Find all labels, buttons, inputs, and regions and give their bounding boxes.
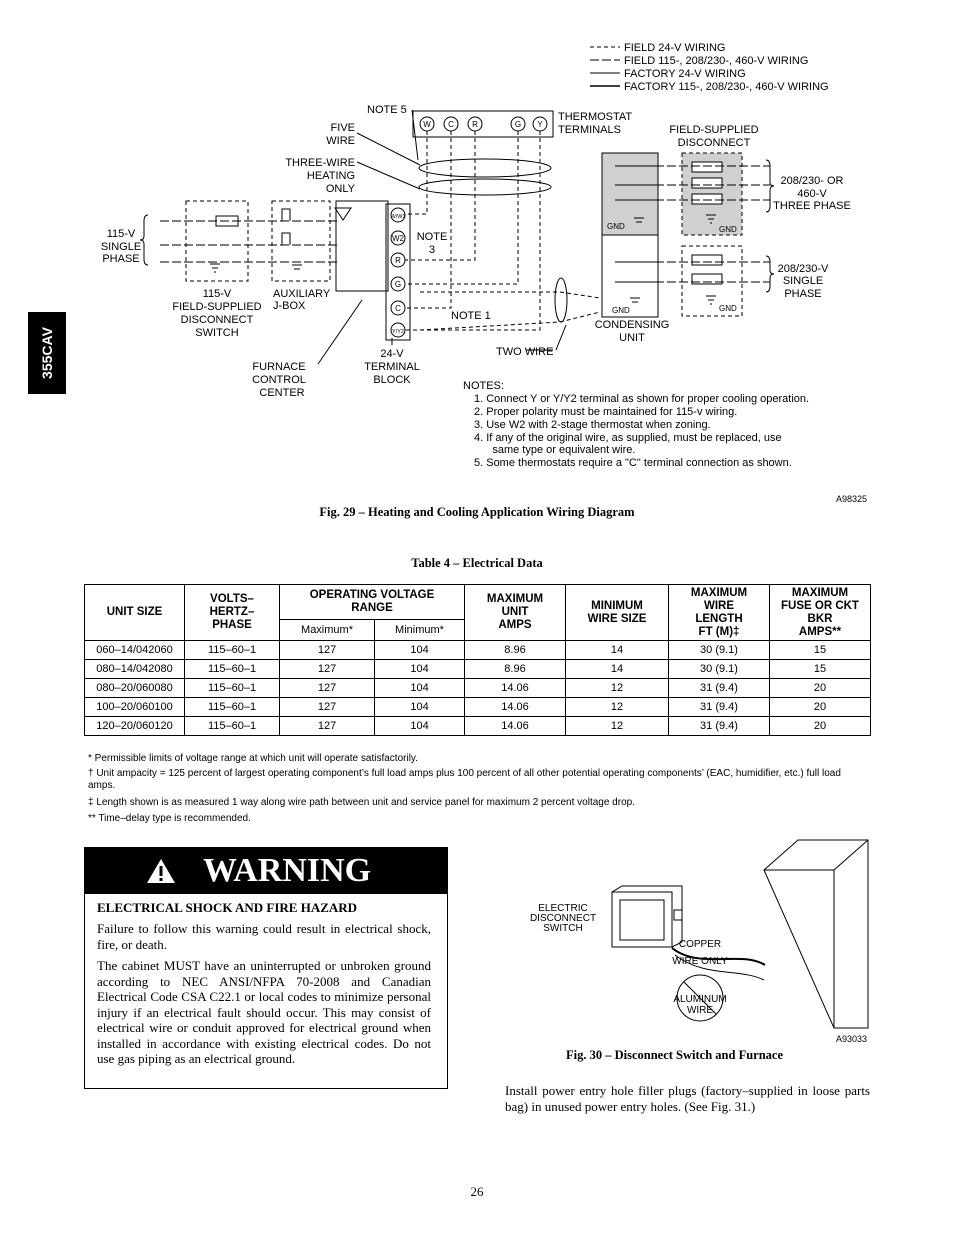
- disconnect-switch-figure: [500, 830, 880, 1035]
- single-phase-right-label: SINGLE: [782, 275, 824, 287]
- note-item: 2. Proper polarity must be maintained for 115-v wiring.: [474, 406, 738, 418]
- fig29-caption: Fig. 29 – Heating and Cooling Application Wiring Diagram: [319, 505, 635, 519]
- fig29-code: A98325: [836, 494, 868, 504]
- field-disconnect-label: FIELD-SUPPLIED: [669, 124, 759, 136]
- five-wire-label: WIRE: [326, 135, 355, 147]
- fig30-code: A93033: [836, 1034, 868, 1044]
- cell: 14: [566, 660, 669, 679]
- field-disconnect-label: DISCONNECT: [677, 137, 751, 149]
- cell: 060–14/042060: [85, 641, 185, 660]
- footnote: ** Time–delay type is recommended.: [88, 813, 251, 824]
- block-terminal-w2: W2: [392, 234, 404, 243]
- block-terminal-y2: Y/Y2: [392, 329, 404, 335]
- warning-triangle-icon: [145, 857, 177, 885]
- note-item: 5. Some thermostats require a "C" terminal connection as shown.: [474, 457, 792, 469]
- cell: 127: [280, 698, 375, 717]
- cell: 104: [375, 660, 465, 679]
- header-operating-voltage: OPERATING VOLTAGE RANGE: [280, 585, 465, 620]
- cell: 14.06: [465, 698, 566, 717]
- header-maximum: Maximum*: [280, 620, 375, 641]
- warning-paragraph: The cabinet MUST have an uninterrupted or unbroken ground according to NEC ANSI/NFPA 70‑2008 and Canadian Electrical Code CSA C22.1 or local codes to minimize personal injury if an electrical fault should occur. This may consist of electrical wire or conduit approved for electrical ground when installed in accordance with existing electrical codes. Do not use gas piping as an electrical ground.: [97, 958, 431, 1066]
- tstat-terminal-g: G: [514, 120, 522, 129]
- cell: 12: [566, 679, 669, 698]
- legend-1: FIELD 24-V WIRING: [624, 42, 726, 54]
- cell: 080–20/060080: [85, 679, 185, 698]
- header-max-fuse: MAXIMUM FUSE OR CKT BKR AMPS**: [770, 585, 871, 641]
- block-terminal-g: G: [394, 280, 402, 289]
- wire-only-label: WIRE ONLY: [672, 956, 728, 967]
- thermostat-label: THERMOSTAT: [558, 111, 633, 123]
- notes-title: NOTES:: [463, 380, 504, 392]
- note-item: same type or equivalent wire.: [474, 444, 636, 456]
- note3-label: NOTE: [416, 231, 448, 243]
- warning-title: WARNING: [203, 852, 372, 889]
- single-phase-left-label: 115-V: [106, 228, 136, 240]
- three-phase-label: 208/230- OR: [780, 175, 844, 187]
- footnote: † Unit ampacity = 125 percent of largest operating component’s full load amps plus 100 percent of all other potential operating components’ (EAC, humidifier, etc.) full load amps.: [88, 768, 841, 791]
- install-paragraph: Install power entry hole filler plugs (factory–supplied in loose parts bag) in unused power entry holes. (See Fig. 31.): [505, 1083, 870, 1114]
- cell: 104: [375, 679, 465, 698]
- table-title: Table 4 – Electrical Data: [411, 556, 543, 570]
- footnote: ‡ Length shown is as measured 1 way along wire path between unit and service panel for maximum 2 percent voltage drop.: [88, 797, 635, 808]
- three-wire-label: HEATING: [306, 170, 355, 182]
- legend-4: FACTORY 115-, 208/230-, 460-V WIRING: [624, 81, 829, 93]
- cell: 15: [770, 641, 871, 660]
- single-phase-right-label: 208/230-V: [777, 263, 829, 275]
- header-max-unit-amps: MAXIMUM UNIT AMPS: [465, 585, 566, 641]
- cell: 31 (9.4): [669, 698, 770, 717]
- table-header-row: [85, 585, 871, 620]
- aluminum-label: WIRE: [686, 1005, 714, 1016]
- note-item: 1. Connect Y or Y/Y2 terminal as shown for proper cooling operation.: [474, 393, 810, 405]
- side-tab-label: 355CAV: [39, 327, 55, 379]
- furnace-control-label: CONTROL: [252, 374, 306, 386]
- cell: 104: [375, 641, 465, 660]
- tstat-terminal-y: Y: [537, 120, 543, 129]
- block-terminal-r: R: [395, 256, 401, 265]
- header-min-wire-size: MINIMUM WIRE SIZE: [566, 585, 669, 641]
- single-phase-right-label: PHASE: [784, 288, 822, 300]
- tstat-terminal-r: R: [472, 120, 478, 129]
- thermostat-label: TERMINALS: [558, 124, 621, 136]
- furnace-control-label: FURNACE: [252, 361, 306, 373]
- page-number: 26: [470, 1184, 484, 1199]
- note3-label: 3: [428, 244, 436, 256]
- five-wire-label: FIVE: [330, 122, 355, 134]
- cell: 127: [280, 679, 375, 698]
- three-wire-label: THREE-WIRE: [285, 157, 355, 169]
- cell: 080–14/042080: [85, 660, 185, 679]
- cell: 8.96: [465, 660, 566, 679]
- cell: 8.96: [465, 641, 566, 660]
- aluminum-label: ALUMINUM: [673, 994, 727, 1005]
- single-phase-left-label: PHASE: [102, 253, 140, 265]
- cell: 20: [770, 679, 871, 698]
- header-max-wire-length: MAXIMUM WIRE LENGTH FT (M)‡: [669, 585, 770, 641]
- warning-paragraph: Failure to follow this warning could result in electrical shock, fire, or death.: [97, 921, 431, 952]
- block-terminal-w1: W/W1: [390, 214, 406, 220]
- copper-label: COPPER: [678, 939, 722, 950]
- cell: 115–60–1: [185, 717, 280, 736]
- cell: 115–60–1: [185, 679, 280, 698]
- condensing-unit-label: UNIT: [619, 332, 645, 344]
- warning-header: [85, 848, 447, 894]
- three-wire-label: ONLY: [325, 183, 355, 195]
- gnd-label: GND: [612, 306, 630, 315]
- gnd-label: GND: [719, 304, 737, 313]
- legend-3: FACTORY 24-V WIRING: [624, 68, 746, 80]
- disconnect-label: SWITCH: [543, 923, 583, 934]
- tstat-terminal-w: W: [423, 120, 431, 129]
- cell: 12: [566, 698, 669, 717]
- cell: 20: [770, 717, 871, 736]
- wiring-diagram: [0, 0, 954, 500]
- terminal-block-label: BLOCK: [373, 374, 411, 386]
- cell: 127: [280, 660, 375, 679]
- aux-jbox-label: AUXILIARY: [273, 288, 331, 300]
- header-minimum: Minimum*: [375, 620, 465, 641]
- field-switch-label: DISCONNECT: [180, 314, 254, 326]
- cell: 31 (9.4): [669, 717, 770, 736]
- aux-jbox-label: J-BOX: [273, 300, 306, 312]
- note5-label: NOTE 5: [367, 104, 407, 116]
- table-row: [85, 679, 871, 698]
- single-phase-left-label: SINGLE: [100, 241, 142, 253]
- cell: 104: [375, 717, 465, 736]
- fig30-caption: Fig. 30 – Disconnect Switch and Furnace: [566, 1048, 784, 1062]
- cell: 120–20/060120: [85, 717, 185, 736]
- cell: 30 (9.1): [669, 641, 770, 660]
- cell: 127: [280, 641, 375, 660]
- disconnect-label: DISCONNECT: [529, 913, 597, 924]
- furnace-control-label: CENTER: [259, 387, 305, 399]
- cell: 20: [770, 698, 871, 717]
- gnd-label: GND: [719, 225, 737, 234]
- cell: 31 (9.4): [669, 679, 770, 698]
- table-row: [85, 698, 871, 717]
- disconnect-label: ELECTRIC: [538, 903, 588, 914]
- table-row: [85, 660, 871, 679]
- cell: 115–60–1: [185, 660, 280, 679]
- cell: 127: [280, 717, 375, 736]
- cell: 30 (9.1): [669, 660, 770, 679]
- hazard-title: ELECTRICAL SHOCK AND FIRE HAZARD: [97, 900, 358, 915]
- note-item: 4. If any of the original wire, as supplied, must be replaced, use: [474, 432, 782, 444]
- warning-box: [84, 847, 448, 1089]
- three-phase-label: THREE PHASE: [773, 200, 851, 212]
- field-switch-label: SWITCH: [195, 327, 239, 339]
- footnote: * Permissible limits of voltage range at which unit will operate satisfactorily.: [88, 753, 418, 764]
- cell: 115–60–1: [185, 698, 280, 717]
- tstat-terminal-c: C: [448, 120, 454, 129]
- cell: 14.06: [465, 717, 566, 736]
- header-volts-hertz-phase: VOLTS– HERTZ– PHASE: [185, 585, 280, 641]
- header-unit-size: UNIT SIZE: [85, 585, 185, 641]
- field-switch-label: FIELD-SUPPLIED: [172, 301, 262, 313]
- cell: 115–60–1: [185, 641, 280, 660]
- two-wire-label: TWO WIRE: [496, 346, 554, 358]
- cell: 15: [770, 660, 871, 679]
- terminal-block-label: 24-V: [380, 348, 404, 360]
- gnd-label: GND: [607, 222, 625, 231]
- block-terminal-c: C: [395, 304, 401, 313]
- table-row: [85, 641, 871, 660]
- legend-2: FIELD 115-, 208/230-, 460-V WIRING: [624, 55, 809, 67]
- cell: 104: [375, 698, 465, 717]
- electrical-data-table: [84, 584, 871, 736]
- cell: 12: [566, 717, 669, 736]
- three-phase-label: 460-V: [797, 188, 827, 200]
- field-switch-label: 115-V: [202, 288, 232, 300]
- cell: 14: [566, 641, 669, 660]
- cell: 14.06: [465, 679, 566, 698]
- cell: 100–20/060100: [85, 698, 185, 717]
- terminal-block-label: TERMINAL: [364, 361, 420, 373]
- table-row: [85, 717, 871, 736]
- condensing-unit-label: CONDENSING: [594, 319, 670, 331]
- note1-label: NOTE 1: [451, 310, 491, 322]
- note-item: 3. Use W2 with 2-stage thermostat when zoning.: [474, 419, 711, 431]
